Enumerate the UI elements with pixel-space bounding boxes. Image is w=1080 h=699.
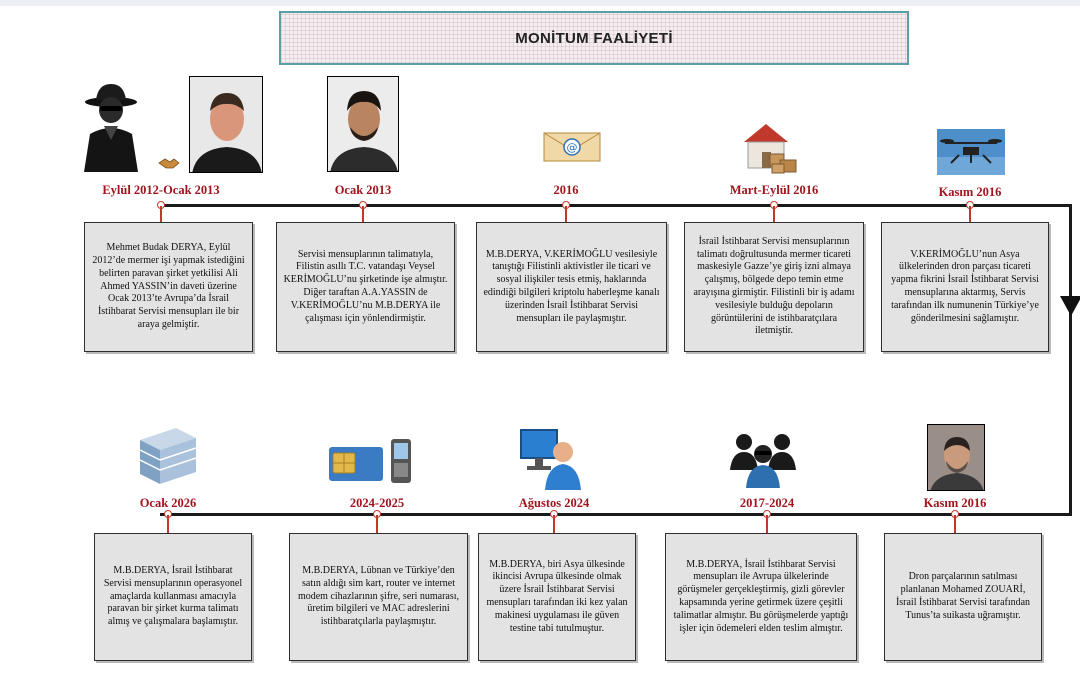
event-text: Mehmet Budak DERYA, Eylül 2012’de mermer işi yapmak istediğini belirten paravan şirket yetkilisi Ali Ahmed YASSIN’in daveti üzerine Ocak 2013’te Avrupa’da İsrail İstihbarat Servisi mensupları ile bir araya gelmiştir. [92, 242, 245, 330]
computer-user-icon [519, 428, 583, 490]
event-text: M.B.DERYA, V.KERİMOĞLU vesilesiyle tanıştığı Filistinli aktivistler ile ticari ve sosyal ilişkiler tesis etmiş, haklarında edindiği bilgileri kriptolu haberleşme kanalı üzerinden İsrail İstihbarat Servisi mensupları ile paylaşmıştır. [483, 248, 660, 324]
event-box [684, 222, 864, 352]
portrait-photo-2 [327, 76, 399, 172]
title-banner [279, 11, 909, 65]
warehouse-icon [740, 120, 800, 174]
agents-group-icon [730, 430, 798, 488]
timeline-connector [553, 515, 555, 533]
date-label: 2024-2025 [349, 496, 405, 510]
timeline-connector [773, 206, 775, 222]
timeline-connector [954, 515, 956, 533]
timeline-connector [376, 515, 378, 533]
event-text: Dron parçalarının satılması planlanan Mohamed ZOUARİ, İsrail İstihbarat Servisi tarafından Tunus’ta suikasta uğramıştır. [895, 571, 1031, 621]
event-text: V.KERİMOĞLU’nun Asya ülkelerinden dron parçası ticareti yapma fikrini İsrail İstihbarat Servisi mensuplarına aktarmış, Servis tarafından ilk numunenin Türkiye’ye gönderilmesini sağlamıştır. [891, 248, 1039, 324]
date-label: Kasım 2016 [938, 185, 1002, 199]
event-box [881, 222, 1049, 352]
spy-icon [80, 78, 142, 174]
top-strip [0, 0, 1080, 6]
server-icon [136, 426, 200, 488]
portrait-photo-1 [189, 76, 263, 173]
date-label: Ocak 2026 [139, 496, 197, 510]
event-box [884, 533, 1042, 661]
drone-icon [937, 129, 1005, 175]
timeline-connector [565, 206, 567, 222]
event-box [289, 533, 468, 661]
event-text: M.B.DERYA, İsrail İstihbarat Servisi mensuplarının operasyonel amaçlarda kullanması amacıyla paravan bir şirket kurma talimatı almış ve çalışmalara başlamıştır. [103, 565, 243, 628]
date-label: 2016 [553, 183, 579, 197]
event-box [84, 222, 253, 352]
date-label: Ocak 2013 [334, 183, 392, 197]
event-box [476, 222, 667, 352]
event-text: M.B.DERYA, İsrail İstihbarat Servisi mensupları ile Avrupa ülkelerinde görüşmeler gerçekleştirmiş, gizli görevler kapsamında yerine getirmek üzere çeşitli talimatlar almıştır. Bu görüşmelerde yaptığı işler için ödemeleri elden teslim almıştır. [673, 558, 849, 634]
timeline-connector [969, 206, 971, 222]
timeline-arrow-icon [1060, 296, 1080, 316]
event-box [276, 222, 455, 352]
event-box [94, 533, 252, 661]
event-box [665, 533, 857, 661]
event-text: M.B.DERYA, biri Asya ülkesinde ikincisi Avrupa ülkesinde olmak üzere İsrail İstihbarat Servisi mensupları tarafından iki kez yalan makinesi uygulaması ile güven testine tabi tutulmuştur. [486, 558, 628, 634]
event-text: M.B.DERYA, Lübnan ve Türkiye’den satın aldığı sim kart, router ve internet modem cihazlarının şifre, seri numarası, üretim bilgileri ve MAC adreslerini istihbaratçılarla paylaşmıştır. [297, 565, 460, 628]
email-icon [543, 132, 601, 162]
sim-card-phone-icon [329, 437, 413, 485]
date-label: Ağustos 2024 [518, 496, 590, 510]
page-title: MONİTUM FAALİYETİ [515, 29, 673, 47]
timeline-connector [167, 515, 169, 533]
timeline-connector [362, 206, 364, 222]
event-box [478, 533, 636, 661]
event-text: İsrail İstihbarat Servisi mensuplarının talimatı doğrultusunda mermer ticareti maskesiyle Gazze’ye giriş izni almaya çalışmış, bölgede depo temin etme arayışına girmiştir. Filistinli bir iş adamı vesilesiyle bulduğu depoların görüntülerini de istihbaratçılara iletmiştir. [693, 235, 855, 337]
date-label: Kasım 2016 [923, 496, 987, 510]
svg-text:@: @ [566, 141, 578, 154]
event-text: Servisi mensuplarının talimatıyla, Filistin asıllı T.C. vatandaşı Veysel KERİMOĞLU’nu şirketinde işe almıştır. Diğer taraftan A.A.YASSIN de V.KERİMOĞLU’nu M.B.DERYA ile çalışması için yönlendirmiştir. [283, 248, 448, 324]
timeline-right-line [1069, 204, 1072, 516]
timeline-bottom-line [160, 513, 1072, 516]
timeline-connector [766, 515, 768, 533]
timeline-connector [160, 206, 162, 222]
timeline-top-line [160, 204, 1072, 207]
portrait-photo-3 [927, 424, 985, 491]
date-label: 2017-2024 [739, 496, 795, 510]
date-label: Mart-Eylül 2016 [729, 183, 819, 197]
date-label: Eylül 2012-Ocak 2013 [102, 183, 220, 197]
handshake-icon [158, 154, 180, 170]
